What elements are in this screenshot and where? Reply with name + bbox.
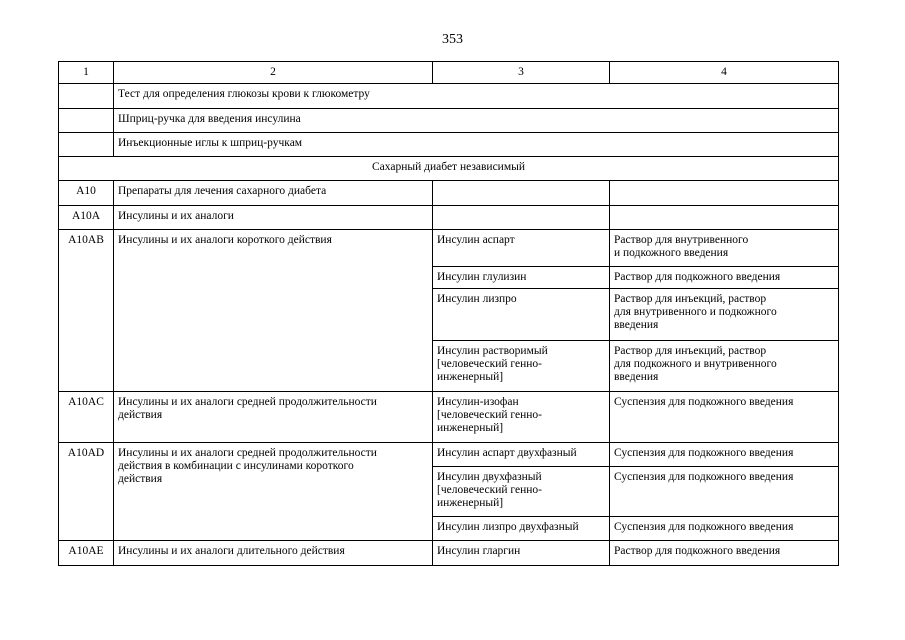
code-cell bbox=[59, 133, 114, 157]
form-cell bbox=[610, 181, 839, 206]
dosage-form: Раствор для инъекций, раствор для подкожного и внутривенного введения bbox=[610, 341, 839, 392]
table-row bbox=[59, 392, 839, 443]
dosage-form: Раствор для внутривенного и подкожного введения bbox=[610, 230, 839, 267]
drug-name: Инсулин аспарт двухфазный bbox=[433, 443, 610, 467]
drug-name: Инсулин растворимый [человеческий генно- инженерный] bbox=[433, 341, 610, 392]
header-col-4: 4 bbox=[610, 62, 839, 84]
drug-name: Инсулин лизпро двухфазный bbox=[433, 517, 610, 541]
code-cell bbox=[59, 84, 114, 109]
item-text: Инъекционные иглы к шприц-ручкам bbox=[114, 133, 839, 157]
form-cell bbox=[610, 206, 839, 230]
item-text: Шприц-ручка для введения инсулина bbox=[114, 109, 839, 133]
header-col-2: 2 bbox=[114, 62, 433, 84]
header-col-1: 1 bbox=[59, 62, 114, 84]
table-row bbox=[59, 181, 839, 206]
drug-name: Инсулин лизпро bbox=[433, 289, 610, 341]
group-name: Инсулины и их аналоги bbox=[114, 206, 433, 230]
drug-name: Инсулин-изофан [человеческий генно- инженерный] bbox=[433, 392, 610, 443]
table-row bbox=[59, 443, 839, 467]
atc-code: A10A bbox=[59, 206, 114, 230]
group-name: Препараты для лечения сахарного диабета bbox=[114, 181, 433, 206]
code-cell bbox=[59, 109, 114, 133]
drug-name: Инсулин глулизин bbox=[433, 267, 610, 289]
drug-table bbox=[58, 61, 839, 566]
table-row bbox=[59, 541, 839, 566]
atc-code: A10AB bbox=[59, 230, 114, 392]
drug-cell bbox=[433, 181, 610, 206]
drug-name: Инсулин двухфазный [человеческий генно- инженерный] bbox=[433, 467, 610, 517]
atc-code: A10AC bbox=[59, 392, 114, 443]
drug-name: Инсулин аспарт bbox=[433, 230, 610, 267]
table-row bbox=[59, 109, 839, 133]
dosage-form: Суспензия для подкожного введения bbox=[610, 443, 839, 467]
group-name: Инсулины и их аналоги короткого действия bbox=[114, 230, 433, 392]
drug-name: Инсулин гларгин bbox=[433, 541, 610, 566]
dosage-form: Раствор для подкожного введения bbox=[610, 541, 839, 566]
dosage-form: Суспензия для подкожного введения bbox=[610, 517, 839, 541]
section-row bbox=[59, 157, 839, 181]
dosage-form: Раствор для инъекций, раствор для внутривенного и подкожного введения bbox=[610, 289, 839, 341]
dosage-form: Суспензия для подкожного введения bbox=[610, 392, 839, 443]
drug-cell bbox=[433, 206, 610, 230]
dosage-form: Раствор для подкожного введения bbox=[610, 267, 839, 289]
header-col-3: 3 bbox=[433, 62, 610, 84]
group-name: Инсулины и их аналоги средней продолжительности действия bbox=[114, 392, 433, 443]
table-row bbox=[59, 206, 839, 230]
table-row bbox=[59, 133, 839, 157]
atc-code: A10AD bbox=[59, 443, 114, 541]
table-header-row bbox=[59, 62, 839, 84]
dosage-form: Суспензия для подкожного введения bbox=[610, 467, 839, 517]
table-row bbox=[59, 84, 839, 109]
atc-code: A10 bbox=[59, 181, 114, 206]
table-row bbox=[59, 230, 839, 267]
section-title: Сахарный диабет независимый bbox=[59, 157, 839, 181]
page-number: 353 bbox=[442, 32, 463, 47]
group-name: Инсулины и их аналоги средней продолжительности действия в комбинации с инсулинами короткого действия bbox=[114, 443, 433, 541]
item-text: Тест для определения глюкозы крови к глюкометру bbox=[114, 84, 839, 109]
atc-code: A10AE bbox=[59, 541, 114, 566]
group-name: Инсулины и их аналоги длительного действия bbox=[114, 541, 433, 566]
